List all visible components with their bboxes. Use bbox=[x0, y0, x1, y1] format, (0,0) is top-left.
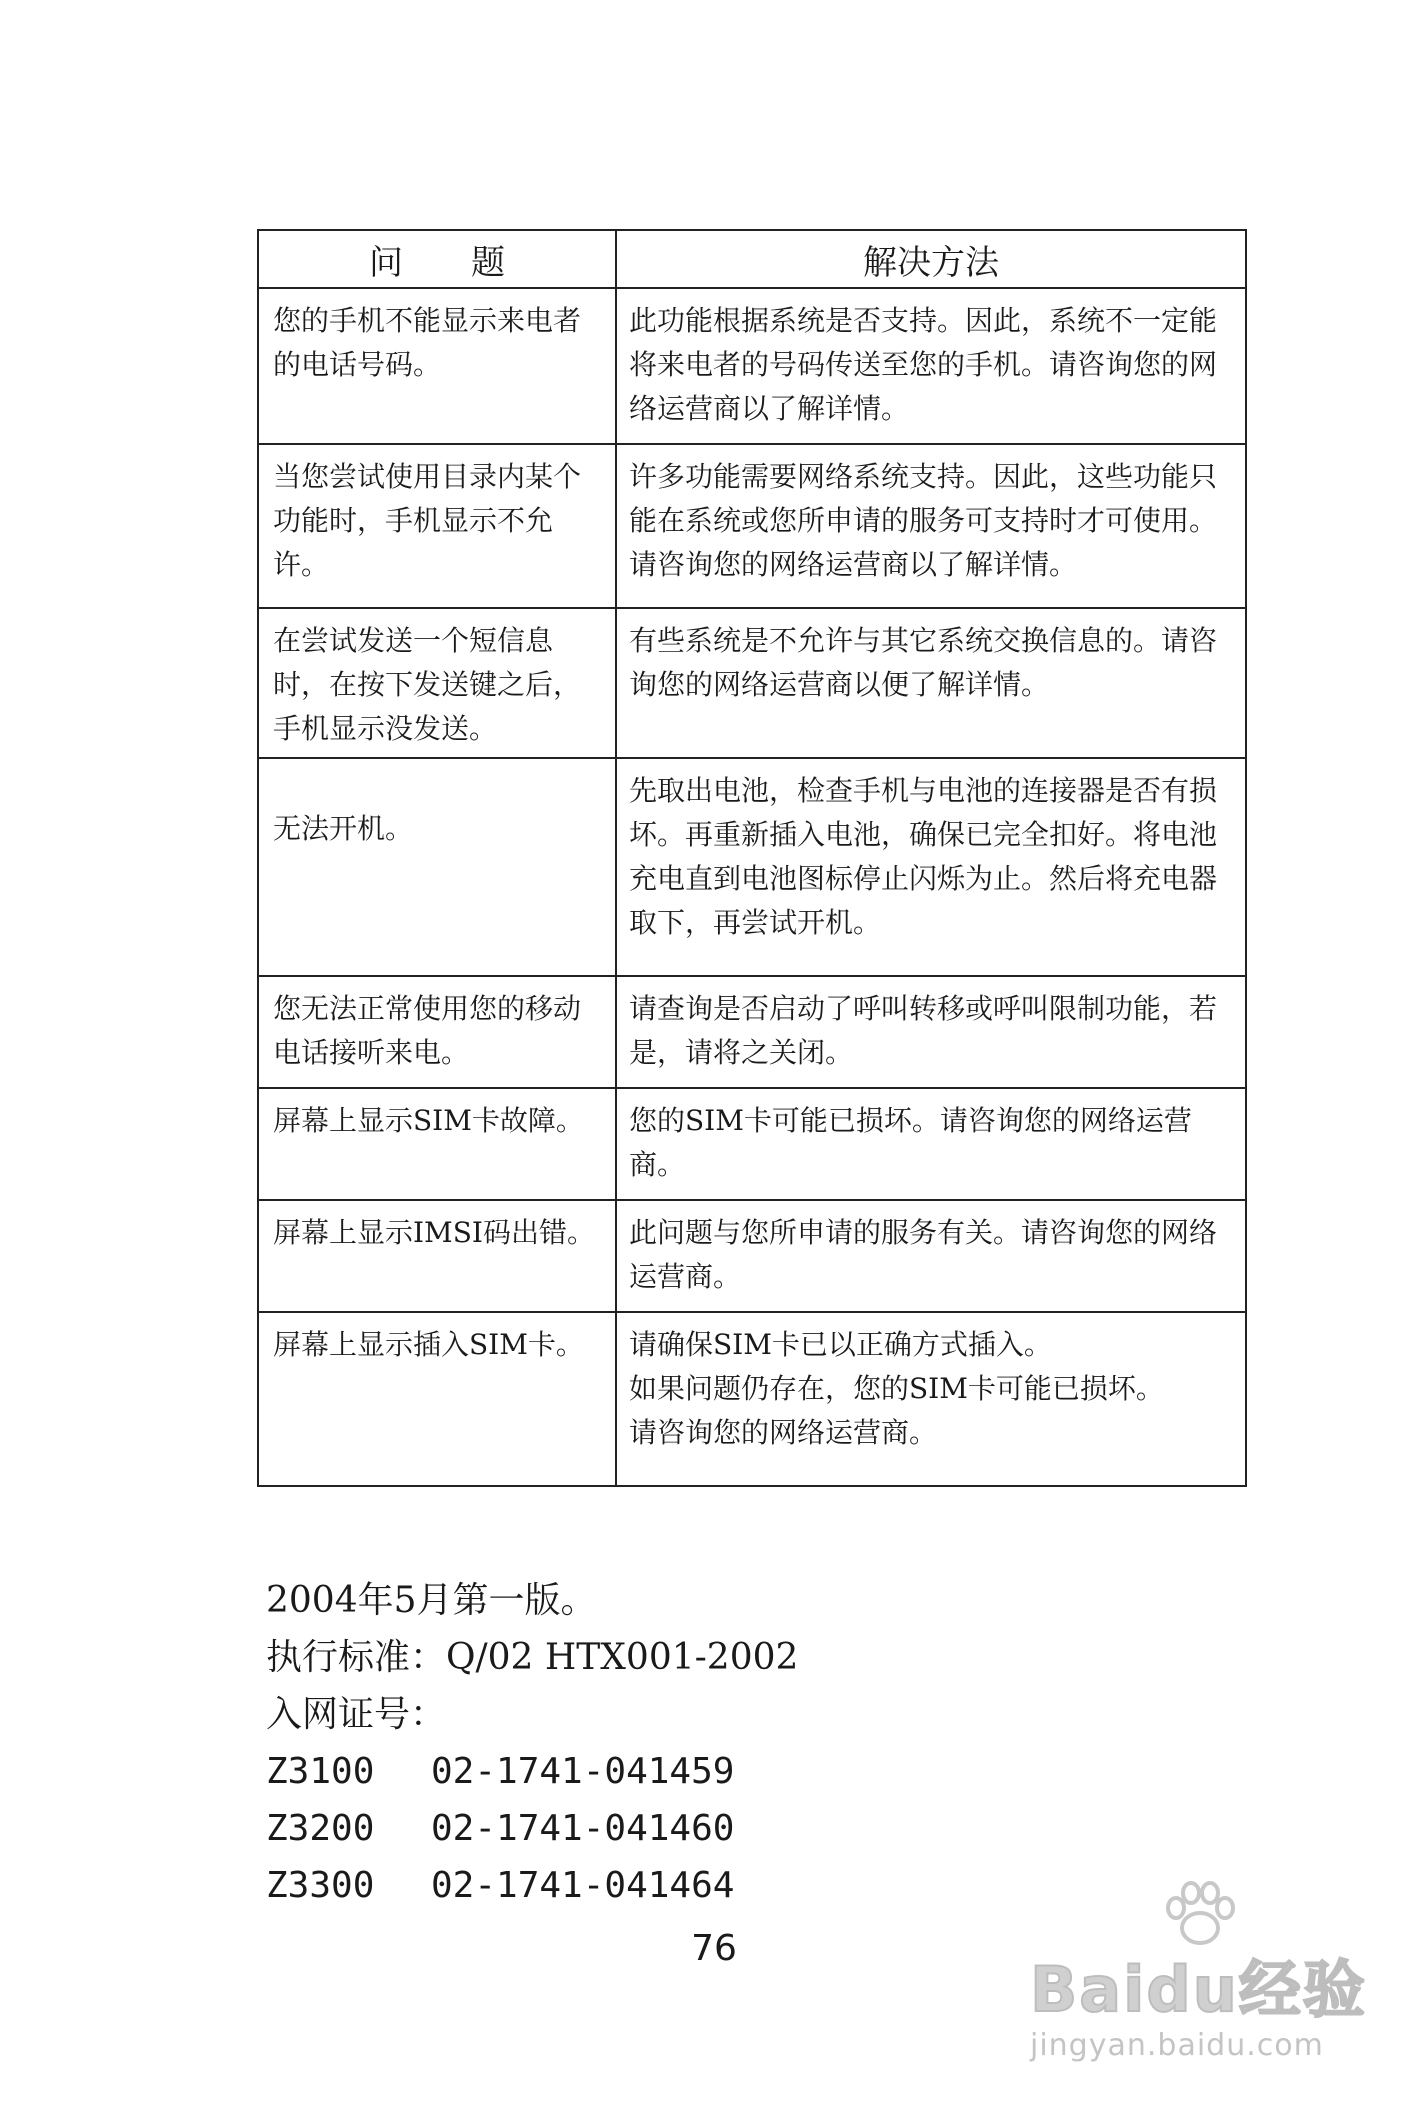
header-problem: 问题 bbox=[258, 230, 616, 288]
table-header-row bbox=[258, 230, 1246, 288]
watermark-brand: Baidu经验 bbox=[1030, 1953, 1367, 2026]
license-row bbox=[266, 1857, 798, 1914]
solution-cell: 先取出电池，检查手机与电池的连接器是否有损坏。再重新插入电池，确保已完全扣好。将电池充电直到电池图标停止闪烁为止。然后将充电器取下，再尝试开机。 bbox=[616, 758, 1246, 976]
table-row bbox=[258, 444, 1246, 608]
solution-line: 如果问题仍存在，您的SIM卡可能已损坏。 bbox=[629, 1372, 1164, 1405]
baidu-watermark bbox=[1020, 1880, 1400, 2080]
solution-cell: 许多功能需要网络系统支持。因此，这些功能只能在系统或您所申请的服务可支持时才可使用。请咨询您的网络运营商以了解详情。 bbox=[616, 444, 1246, 608]
edition-line: 2004年5月第一版。 bbox=[266, 1580, 597, 1621]
table-row bbox=[258, 1088, 1246, 1200]
solution-cell: 您的SIM卡可能已损坏。请咨询您的网络运营商。 bbox=[616, 1088, 1246, 1200]
license-number: 02-1741-041460 bbox=[431, 1808, 735, 1849]
troubleshooting-table bbox=[257, 229, 1247, 1487]
table-row bbox=[258, 758, 1246, 976]
solution-cell bbox=[616, 1312, 1246, 1486]
solution-line: 请咨询您的网络运营商。 bbox=[629, 1416, 938, 1449]
table-row bbox=[258, 608, 1246, 758]
page-number: 76 bbox=[691, 1928, 737, 1969]
solution-cell: 请查询是否启动了呼叫转移或呼叫限制功能，若是，请将之关闭。 bbox=[616, 976, 1246, 1088]
problem-cell: 屏幕上显示插入SIM卡。 bbox=[258, 1312, 616, 1486]
problem-cell: 您无法正常使用您的移动电话接听来电。 bbox=[258, 976, 616, 1088]
solution-cell: 此问题与您所申请的服务有关。请咨询您的网络运营商。 bbox=[616, 1200, 1246, 1312]
solution-cell: 此功能根据系统是否支持。因此，系统不一定能将来电者的号码传送至您的手机。请咨询您的网络运营商以了解详情。 bbox=[616, 288, 1246, 444]
problem-cell: 屏幕上显示IMSI码出错。 bbox=[258, 1200, 616, 1312]
problem-cell: 当您尝试使用目录内某个功能时，手机显示不允许。 bbox=[258, 444, 616, 608]
standard-line: 执行标准：Q/02 HTX001-2002 bbox=[266, 1637, 799, 1678]
watermark-url: jingyan.baidu.com bbox=[1030, 2028, 1324, 2063]
license-row bbox=[266, 1800, 798, 1857]
license-model: Z3100 bbox=[266, 1751, 375, 1792]
license-model: Z3300 bbox=[266, 1865, 375, 1906]
table-row bbox=[258, 1200, 1246, 1312]
table-row bbox=[258, 976, 1246, 1088]
table-row bbox=[258, 288, 1246, 444]
license-row bbox=[266, 1743, 798, 1800]
solution-line: 请确保SIM卡已以正确方式插入。 bbox=[629, 1328, 1052, 1361]
table-row bbox=[258, 1312, 1246, 1486]
problem-cell: 无法开机。 bbox=[258, 758, 616, 976]
problem-cell: 在尝试发送一个短信息时，在按下发送键之后，手机显示没发送。 bbox=[258, 608, 616, 758]
license-number: 02-1741-041464 bbox=[431, 1865, 735, 1906]
publication-info bbox=[266, 1572, 798, 1914]
license-label: 入网证号： bbox=[266, 1694, 447, 1735]
license-number: 02-1741-041459 bbox=[431, 1751, 735, 1792]
license-model: Z3200 bbox=[266, 1808, 375, 1849]
problem-cell: 屏幕上显示SIM卡故障。 bbox=[258, 1088, 616, 1200]
header-solution: 解决方法 bbox=[616, 230, 1246, 288]
problem-cell: 您的手机不能显示来电者的电话号码。 bbox=[258, 288, 616, 444]
solution-cell: 有些系统是不允许与其它系统交换信息的。请咨询您的网络运营商以便了解详情。 bbox=[616, 608, 1246, 758]
